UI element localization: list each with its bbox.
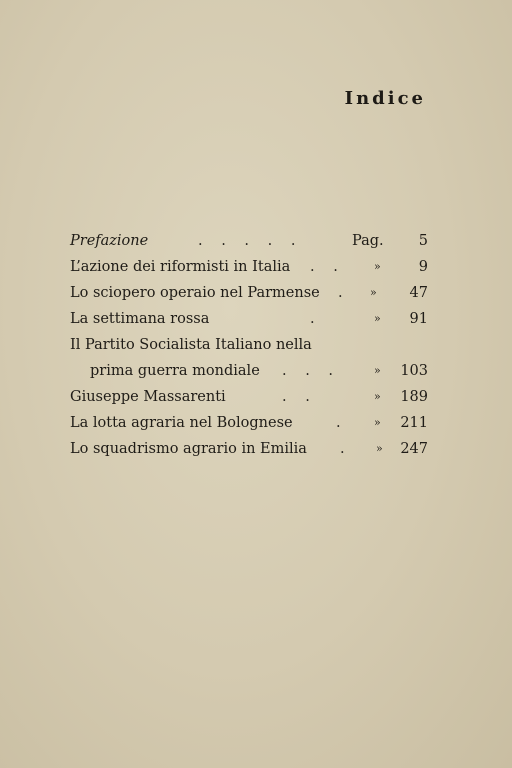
toc-entry [70, 254, 428, 280]
toc-entry-dots: . . [282, 389, 317, 405]
toc-entry-page: 9 [418, 259, 428, 275]
toc-entry-title: Lo squadrismo agrario in Emilia [70, 441, 307, 457]
toc-entry-title: L’azione dei riformisti in Italia [70, 259, 291, 275]
toc-entry-marker: » [374, 312, 381, 325]
toc-entry-page: 5 [418, 233, 428, 249]
toc-entry-prefazione [70, 228, 428, 254]
toc-entry-marker: Pag. [352, 233, 384, 249]
toc-entry-title: Il Partito Socialista Italiano nella [70, 337, 312, 353]
toc-entry-title: Lo sciopero operaio nel Parmense [70, 285, 320, 301]
toc-entry [70, 358, 428, 384]
toc-entry-title: Giuseppe Massarenti [70, 389, 226, 405]
toc-entry-dots: . . . . . [198, 233, 303, 249]
toc-entry-page: 247 [400, 441, 428, 457]
toc-entry [70, 436, 428, 462]
table-of-contents [70, 228, 428, 462]
toc-entry [70, 332, 428, 358]
toc-entry-title: La settimana rossa [70, 311, 210, 327]
toc-entry [70, 306, 428, 332]
toc-entry-marker: » [376, 442, 383, 455]
toc-entry [70, 384, 428, 410]
toc-entry-title: La lotta agraria nel Bolognese [70, 415, 293, 431]
toc-entry-page: 211 [400, 415, 428, 431]
toc-entry-page: 103 [400, 363, 428, 379]
toc-entry-dots: . . [310, 259, 345, 275]
toc-entry-marker: » [370, 286, 377, 299]
toc-entry-page: 47 [409, 285, 428, 301]
toc-entry-marker: » [374, 260, 381, 273]
toc-entry-dots: . [310, 311, 322, 327]
toc-entry [70, 410, 428, 436]
toc-entry-marker: » [374, 364, 381, 377]
toc-entry-title: prima guerra mondiale [90, 363, 260, 379]
toc-entry-title: Prefazione [70, 233, 149, 249]
toc-entry-marker: » [374, 390, 381, 403]
toc-entry-dots: . [340, 441, 352, 457]
index-title: Indice [344, 88, 426, 109]
toc-entry-dots: . [336, 415, 348, 431]
toc-entry-dots: . [338, 285, 350, 301]
toc-entry-dots: . . . [282, 363, 341, 379]
toc-entry [70, 280, 428, 306]
toc-entry-marker: » [374, 416, 381, 429]
toc-entry-page: 91 [409, 311, 428, 327]
toc-entry-page: 189 [400, 389, 428, 405]
